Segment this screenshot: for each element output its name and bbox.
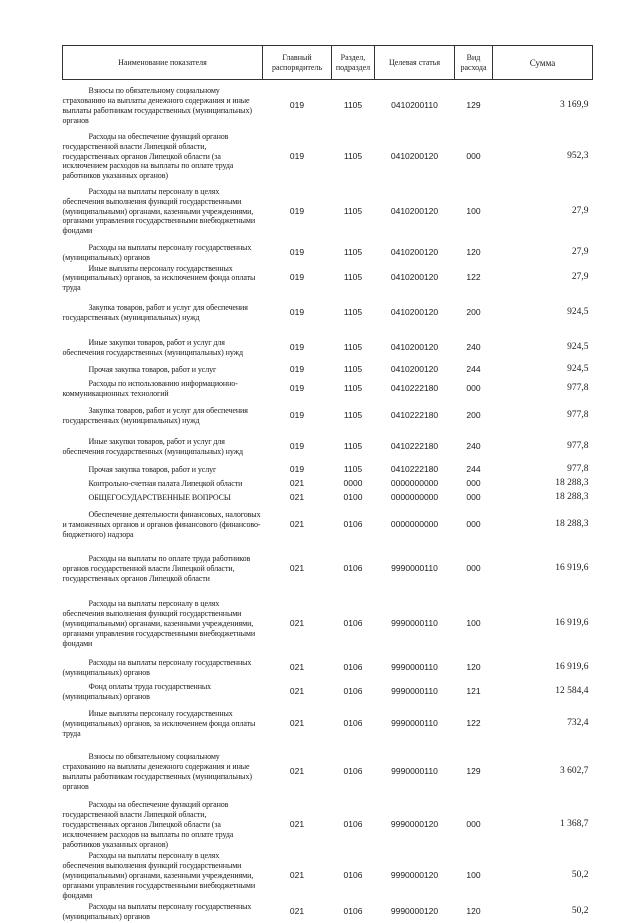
row-name: Иные выплаты персоналу государственных (муниципальных) органов, за исключением фонда оплаты труда: [63, 264, 263, 294]
table-row: [63, 377, 593, 401]
row-section-code: 0106: [332, 703, 375, 745]
row-sum: 977,8: [493, 463, 593, 477]
row-admin-code: 021: [263, 593, 332, 655]
row-section-code: 0106: [332, 681, 375, 703]
row-name: Прочая закупка товаров, работ и услуг: [63, 463, 263, 477]
row-expense-type: 122: [455, 703, 493, 745]
row-sum: 1 368,7: [493, 799, 593, 851]
table-row: [63, 851, 593, 901]
row-section-code: 0106: [332, 745, 375, 799]
header-name: Наименование показателя: [63, 46, 263, 80]
row-name: Расходы по использованию информационно-коммуникационных технологий: [63, 377, 263, 401]
row-name: Иные выплаты персоналу государственных (муниципальных) органов, за исключением фонда оплаты труда: [63, 703, 263, 745]
row-sum: 952,3: [493, 132, 593, 182]
row-sum: 977,8: [493, 377, 593, 401]
row-sum: 977,8: [493, 401, 593, 431]
row-admin-code: 019: [263, 333, 332, 363]
row-target-code: 9990000120: [375, 851, 455, 901]
row-name: Прочая закупка товаров, работ и услуг: [63, 363, 263, 377]
row-target-code: 0410200110: [375, 80, 455, 132]
row-admin-code: 019: [263, 242, 332, 264]
row-sum: 16 919,6: [493, 593, 593, 655]
row-target-code: 0000000000: [375, 477, 455, 491]
table-row: [63, 264, 593, 294]
row-expense-type: 000: [455, 477, 493, 491]
row-name: Взносы по обязательному социальному страхованию на выплаты денежного содержания и иные выплаты работникам государственных (муниципальных) органов: [63, 745, 263, 799]
row-admin-code: 019: [263, 182, 332, 242]
row-name: Иные закупки товаров, работ и услуг для обеспечения государственных (муниципальных) нужд: [63, 333, 263, 363]
header-admin: Главный распорядитель: [263, 46, 332, 80]
row-expense-type: 120: [455, 655, 493, 681]
row-expense-type: 240: [455, 431, 493, 463]
table-row: [63, 363, 593, 377]
row-expense-type: 129: [455, 745, 493, 799]
row-admin-code: 019: [263, 293, 332, 333]
row-section-code: 1105: [332, 132, 375, 182]
row-name: Закупка товаров, работ и услуг для обеспечения государственных (муниципальных) нужд: [63, 293, 263, 333]
row-name: Фонд оплаты труда государственных (муниципальных) органов: [63, 681, 263, 703]
row-section-code: 1105: [332, 401, 375, 431]
row-expense-type: 000: [455, 377, 493, 401]
row-admin-code: 021: [263, 545, 332, 593]
row-target-code: 0000000000: [375, 491, 455, 505]
row-target-code: 0000000000: [375, 505, 455, 545]
row-sum: 3 602,7: [493, 745, 593, 799]
row-section-code: 0100: [332, 491, 375, 505]
header-section: Раздел, подраздел: [332, 46, 375, 80]
row-target-code: 0410222180: [375, 401, 455, 431]
row-target-code: 0410200120: [375, 363, 455, 377]
table-body: [63, 80, 593, 923]
row-target-code: 0410222180: [375, 463, 455, 477]
row-expense-type: 122: [455, 264, 493, 294]
budget-table-page: [62, 45, 592, 923]
row-name: Обеспечение деятельности финансовых, налоговых и таможенных органов и органов финансового (финансово-бюджетного) надзора: [63, 505, 263, 545]
row-expense-type: 000: [455, 545, 493, 593]
table-row: [63, 80, 593, 132]
row-target-code: 9990000110: [375, 703, 455, 745]
row-admin-code: 021: [263, 851, 332, 901]
row-sum: 924,5: [493, 333, 593, 363]
row-sum: 18 288,3: [493, 491, 593, 505]
row-admin-code: 021: [263, 505, 332, 545]
row-section-code: 0106: [332, 799, 375, 851]
table-row: [63, 799, 593, 851]
row-name: ОБЩЕГОСУДАРСТВЕННЫЕ ВОПРОСЫ: [63, 491, 263, 505]
row-admin-code: 021: [263, 745, 332, 799]
row-target-code: 0410200120: [375, 293, 455, 333]
row-name: Взносы по обязательному социальному страхованию на выплаты денежного содержания и иные выплаты работникам государственных (муниципальных) органов: [63, 80, 263, 132]
row-expense-type: 120: [455, 242, 493, 264]
row-section-code: 0106: [332, 505, 375, 545]
row-section-code: 1105: [332, 80, 375, 132]
row-sum: 977,8: [493, 431, 593, 463]
row-section-code: 1105: [332, 242, 375, 264]
row-target-code: 0410222180: [375, 431, 455, 463]
row-sum: 27,9: [493, 242, 593, 264]
row-name: Расходы на обеспечение функций органов государственной власти Липецкой области, государственных органов Липецкой области (за исключением расходов на выплаты по оплате труда работников указанных органов): [63, 132, 263, 182]
row-sum: 16 919,6: [493, 655, 593, 681]
row-sum: 50,2: [493, 901, 593, 923]
row-admin-code: 021: [263, 477, 332, 491]
table-row: [63, 491, 593, 505]
row-target-code: 0410200120: [375, 264, 455, 294]
row-target-code: 0410200120: [375, 333, 455, 363]
row-sum: 50,2: [493, 851, 593, 901]
row-target-code: 9990000120: [375, 799, 455, 851]
row-sum: 16 919,6: [493, 545, 593, 593]
row-section-code: 1105: [332, 333, 375, 363]
table-row: [63, 655, 593, 681]
table-row: [63, 333, 593, 363]
row-sum: 924,5: [493, 363, 593, 377]
header-sum: Сумма: [493, 46, 593, 80]
row-admin-code: 019: [263, 363, 332, 377]
row-target-code: 0410200120: [375, 182, 455, 242]
row-sum: 3 169,9: [493, 80, 593, 132]
row-section-code: 1105: [332, 463, 375, 477]
row-expense-type: 000: [455, 132, 493, 182]
table-row: [63, 293, 593, 333]
row-sum: 18 288,3: [493, 505, 593, 545]
row-section-code: 1105: [332, 182, 375, 242]
table-row: [63, 182, 593, 242]
table-row: [63, 901, 593, 923]
row-expense-type: 000: [455, 505, 493, 545]
row-admin-code: 019: [263, 401, 332, 431]
row-target-code: 9990000110: [375, 745, 455, 799]
row-expense-type: 120: [455, 901, 493, 923]
row-sum: 27,9: [493, 264, 593, 294]
row-section-code: 1105: [332, 293, 375, 333]
table-row: [63, 477, 593, 491]
row-section-code: 1105: [332, 264, 375, 294]
row-expense-type: 129: [455, 80, 493, 132]
row-admin-code: 021: [263, 901, 332, 923]
row-admin-code: 021: [263, 681, 332, 703]
row-name: Расходы на выплаты персоналу государственных (муниципальных) органов: [63, 655, 263, 681]
row-name: Расходы на выплаты персоналу в целях обеспечения выполнения функций государственными (муниципальными) органами, казенными учреждениями, органами управления государственными внебюджетными фондами: [63, 593, 263, 655]
row-section-code: 0106: [332, 851, 375, 901]
row-expense-type: 121: [455, 681, 493, 703]
row-target-code: 9990000110: [375, 681, 455, 703]
row-name: Расходы на выплаты персоналу в целях обеспечения выполнения функций государственными (муниципальными) органами, казенными учреждениями, органами управления государственными внебюджетными фондами: [63, 851, 263, 901]
table-row: [63, 431, 593, 463]
table-row: [63, 545, 593, 593]
row-name: Расходы на обеспечение функций органов государственной власти Липецкой области, государственных органов Липецкой области (за исключением расходов на выплаты по оплате труда работников указанных органов): [63, 799, 263, 851]
table-row: [63, 242, 593, 264]
row-admin-code: 019: [263, 132, 332, 182]
row-expense-type: 000: [455, 491, 493, 505]
row-section-code: 1105: [332, 377, 375, 401]
table-row: [63, 593, 593, 655]
row-target-code: 9990000120: [375, 901, 455, 923]
row-sum: 12 584,4: [493, 681, 593, 703]
row-expense-type: 244: [455, 463, 493, 477]
row-admin-code: 019: [263, 80, 332, 132]
row-section-code: 0106: [332, 545, 375, 593]
row-admin-code: 019: [263, 264, 332, 294]
row-section-code: 1105: [332, 431, 375, 463]
row-admin-code: 019: [263, 431, 332, 463]
row-target-code: 0410200120: [375, 132, 455, 182]
row-name: Иные закупки товаров, работ и услуг для обеспечения государственных (муниципальных) нужд: [63, 431, 263, 463]
row-admin-code: 021: [263, 703, 332, 745]
row-section-code: 0106: [332, 593, 375, 655]
row-admin-code: 019: [263, 463, 332, 477]
header-target: Целевая статья: [375, 46, 455, 80]
table-header: [63, 46, 593, 80]
row-target-code: 0410200120: [375, 242, 455, 264]
table-row: [63, 401, 593, 431]
row-name: Расходы на выплаты персоналу в целях обеспечения выполнения функций государственными (муниципальными) органами, казенными учреждениями, органами управления государственными внебюджетными фондами: [63, 182, 263, 242]
row-expense-type: 200: [455, 401, 493, 431]
row-name: Контрольно-счетная палата Липецкой области: [63, 477, 263, 491]
row-expense-type: 244: [455, 363, 493, 377]
row-target-code: 9990000110: [375, 655, 455, 681]
row-target-code: 0410222180: [375, 377, 455, 401]
row-name: Расходы на выплаты персоналу государственных (муниципальных) органов: [63, 242, 263, 264]
table-row: [63, 745, 593, 799]
table-row: [63, 505, 593, 545]
row-expense-type: 000: [455, 799, 493, 851]
row-expense-type: 240: [455, 333, 493, 363]
row-target-code: 9990000110: [375, 545, 455, 593]
row-name: Расходы на выплаты по оплате труда работников органов государственной власти Липецкой области, государственных органов Липецкой области: [63, 545, 263, 593]
row-name: Закупка товаров, работ и услуг для обеспечения государственных (муниципальных) нужд: [63, 401, 263, 431]
header-exp-type: Вид расхода: [455, 46, 493, 80]
row-sum: 27,9: [493, 182, 593, 242]
table-row: [63, 703, 593, 745]
budget-table: [62, 45, 593, 923]
row-section-code: 0106: [332, 901, 375, 923]
row-section-code: 1105: [332, 363, 375, 377]
row-name: Расходы на выплаты персоналу государственных (муниципальных) органов: [63, 901, 263, 923]
table-row: [63, 681, 593, 703]
table-row: [63, 132, 593, 182]
row-admin-code: 021: [263, 491, 332, 505]
row-expense-type: 100: [455, 182, 493, 242]
row-sum: 732,4: [493, 703, 593, 745]
row-expense-type: 200: [455, 293, 493, 333]
row-expense-type: 100: [455, 593, 493, 655]
row-admin-code: 019: [263, 377, 332, 401]
row-target-code: 9990000110: [375, 593, 455, 655]
row-section-code: 0000: [332, 477, 375, 491]
row-section-code: 0106: [332, 655, 375, 681]
row-expense-type: 100: [455, 851, 493, 901]
row-sum: 924,5: [493, 293, 593, 333]
row-admin-code: 021: [263, 655, 332, 681]
table-row: [63, 463, 593, 477]
row-sum: 18 288,3: [493, 477, 593, 491]
row-admin-code: 021: [263, 799, 332, 851]
